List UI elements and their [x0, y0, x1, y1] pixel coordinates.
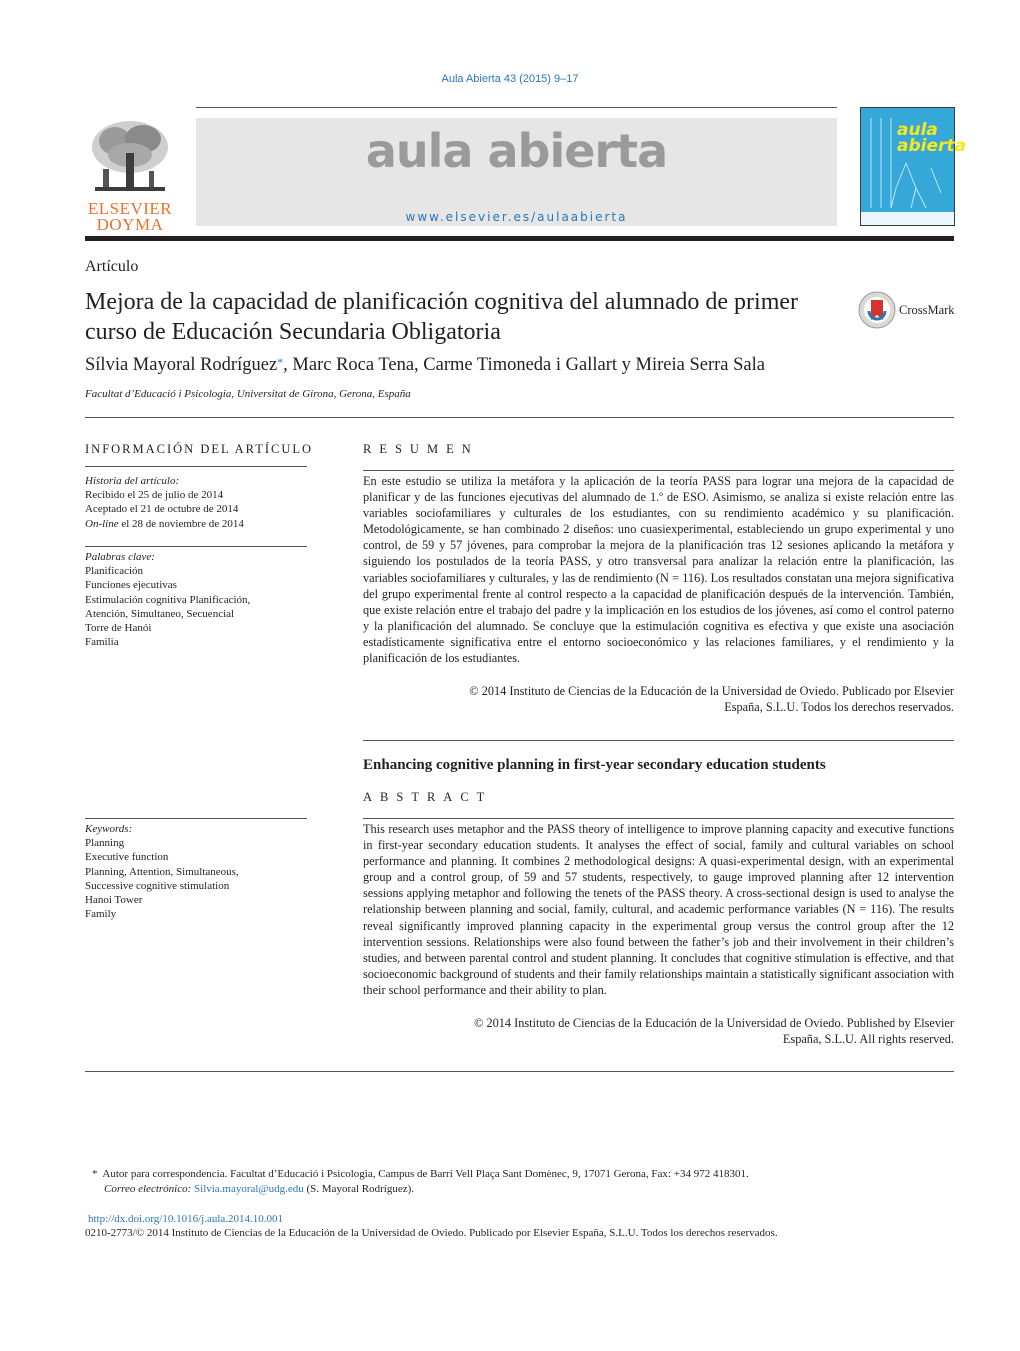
journal-cover-image	[860, 107, 966, 226]
corresponding-author: Sílvia Mayoral Rodríguez	[85, 355, 278, 375]
affiliation: Facultat d’Educació i Psicologia, Universitat de Girona, Gerona, España	[85, 388, 411, 400]
english-title: Enhancing cognitive planning in first-year secondary education students	[363, 757, 826, 773]
journal-reference[interactable]: Aula Abierta 43 (2015) 9–17	[441, 73, 579, 85]
email-link[interactable]: Silvia.mayoral@udg.edu	[194, 1183, 304, 1195]
keyword: Planificación	[85, 565, 144, 578]
history-divider	[85, 546, 307, 547]
author-list	[85, 355, 765, 376]
correspondence-line	[92, 1167, 952, 1182]
journal-banner	[196, 118, 837, 226]
tree-icon	[85, 117, 175, 197]
publisher-name: ELSEVIER	[87, 199, 173, 218]
abstract-text: This research uses metaphor and the PASS theory of intelligence to improve planning capacity and executive functions in first-year secondary education students. It analyses the effect of social, family and cultural variables on school performance and planning. It combines 2 methodological designs: A quasi-experimental design, with an experimental group and a control group, of 59 and 57 students, respectively, to gauge improved planning after 12 intervention sessions applying metaphor and following the tenets of the PASS theory. A cross-sectional design is used to analyse the relationship between planning and social, family, cultural, and academic performance variables (N = 116). The results reveal significantly improved planning capacity in the experimental group versus the control group after the 12 intervention sessions. Relationships were also found between the father’s job and their involvement in their children’s studies, and between parental control and student planning. It concludes that cognitive stimulation is effective, and that socioeconomic background of students and their family relationships maintain a statistically significant association with their school performance and their ability to plan.	[363, 822, 954, 997]
keyword: Executive function	[85, 851, 169, 864]
received-date: Recibido el 25 de julio de 2014	[85, 489, 224, 502]
resumen-copyright	[363, 683, 954, 715]
keyword: Successive cognitive stimulation	[85, 879, 230, 892]
crossmark-icon	[858, 291, 896, 329]
abstract-heading-rule	[363, 818, 954, 819]
journal-url-link[interactable]: www.elsevier.es/aulaabierta	[405, 210, 628, 224]
email-line	[92, 1182, 952, 1197]
abstract-end-rule	[85, 1071, 954, 1072]
keywords-en	[85, 822, 307, 921]
abstract-copyright	[363, 1015, 954, 1047]
cover-title: aula abierta	[897, 120, 966, 156]
crossmark-label: CrossMark	[899, 303, 955, 317]
keyword: Planning, Attention, Simultaneous,	[85, 865, 239, 878]
email-label: Correo electrónico:	[104, 1183, 192, 1195]
keyword: Family	[85, 908, 117, 921]
accepted-date: Aceptado el 21 de octubre de 2014	[85, 503, 239, 516]
keyword: Familia	[85, 636, 119, 649]
keywords-es-label: Palabras clave:	[85, 551, 155, 563]
keywords-en-rule	[85, 818, 307, 819]
corresponding-author-marker[interactable]: *	[277, 355, 284, 369]
article-type: Artículo	[85, 258, 139, 275]
resumen-heading-rule	[363, 470, 954, 471]
keyword: Estimulación cognitiva Planificación,	[85, 593, 251, 606]
publisher-subname: DOYMA	[96, 215, 164, 234]
keywords-en-label: Keywords:	[85, 823, 133, 835]
article-history	[85, 474, 307, 531]
abstract-copyright-line2: España, S.L.U. All rights reserved.	[782, 1032, 954, 1047]
keyword: Atención, Simultaneo, Secuencial	[85, 607, 235, 620]
resumen-heading: RESUMEN	[363, 442, 479, 456]
crossmark-badge[interactable]	[858, 291, 958, 331]
keyword: Funciones ejecutivas	[85, 579, 177, 592]
email-suffix: (S. Mayoral Rodríguez).	[303, 1183, 415, 1195]
correspondence-text: Autor para correspondencia. Facultat d’Educació i Psicologia, Campus de Barri Vell Plaça Sant Domènec, 9, 17071 Gerona, Fax: +34 972 418301.	[102, 1168, 749, 1180]
correspondence-footnote	[92, 1167, 952, 1197]
article-title: Mejora de la capacidad de planificación cognitiva del alumnado de primer curso de Educación Secundaria Obligatoria	[85, 289, 799, 345]
doi-link[interactable]: http://dx.doi.org/10.1016/j.aula.2014.10.001	[88, 1213, 284, 1225]
article-info-heading: INFORMACIÓN DEL ARTÍCULO	[85, 442, 314, 456]
keyword: Hanoi Tower	[85, 894, 143, 907]
online-label: On-line	[85, 517, 119, 530]
abstract-copyright-line1: © 2014 Instituto de Ciencias de la Educación de la Universidad de Oviedo. Published by Elsevier	[474, 1016, 954, 1030]
keyword: Torre de Hanói	[85, 622, 152, 635]
header-bottom-rule	[85, 236, 954, 241]
keyword: Planning	[85, 837, 125, 850]
authors-divider	[85, 417, 954, 418]
info-heading-rule	[85, 466, 307, 467]
co-authors: , Marc Roca Tena, Carme Timoneda i Gallart y Mireia Serra Sala	[283, 355, 765, 375]
publisher-logo	[85, 117, 175, 234]
keywords-es	[85, 550, 307, 649]
resumen-text: En este estudio se utiliza la metáfora y la aplicación de la teoría PASS para lograr una mejora de la capacidad de planificar y de las funciones ejecutivas del alumnado de 1.º de ESO. Asimismo, se analiza si existe relación entre las variables sociofamiliares y culturales de los estudiantes, con su rendimiento académico y su planificación. Metodológicamente, se han combinado 2 diseños: uno cuasiexperimental, estableciendo un grupo experimental y uno control, de 59 y 57 jóvenes, para comprobar la mejora de la planificación tras 12 sesiones aplicando la metáfora y siguiendo los postulados de la teoría PASS, y otro transversal para analizar la relación entre la planificación, las variables sociofamiliares y culturales, y las de rendimiento (N = 116). Los resultados constatan una mejora significativa del grupo experimental frente al control respecto a la capacidad de planificación después de la intervención. También, que existe relación entre el trabajo del padre y la implicación en los estudios de los jóvenes, así como el control paterno y la planificación del alumnado. Se concluye que la estimulación cognitiva es efectiva y que existe una asociación estadísticamente significativa entre el entorno socioeconómico y las relaciones familiares, y el rendimiento y la planificación de los estudiantes.	[363, 474, 954, 666]
history-label: Historia del artículo:	[85, 475, 180, 487]
footnote-marker: *	[92, 1168, 98, 1180]
journal-banner-title: aula abierta	[365, 124, 668, 178]
header-top-rule	[196, 107, 837, 108]
abstract-heading: ABSTRACT	[363, 790, 493, 804]
resumen-copyright-line1: © 2014 Instituto de Ciencias de la Educación de la Universidad de Oviedo. Publicado por Elsevier	[469, 684, 954, 698]
issn-copyright: 0210-2773/© 2014 Instituto de Ciencias de la Educación de la Universidad de Oviedo. Publicado por Elsevier España, S.L.U. Todos los derechos reservados.	[85, 1227, 778, 1239]
resumen-copyright-line2: España, S.L.U. Todos los derechos reservados.	[724, 700, 954, 715]
online-date-text: el 28 de noviembre de 2014	[118, 517, 244, 530]
resumen-divider	[363, 740, 954, 741]
online-date	[85, 517, 307, 531]
